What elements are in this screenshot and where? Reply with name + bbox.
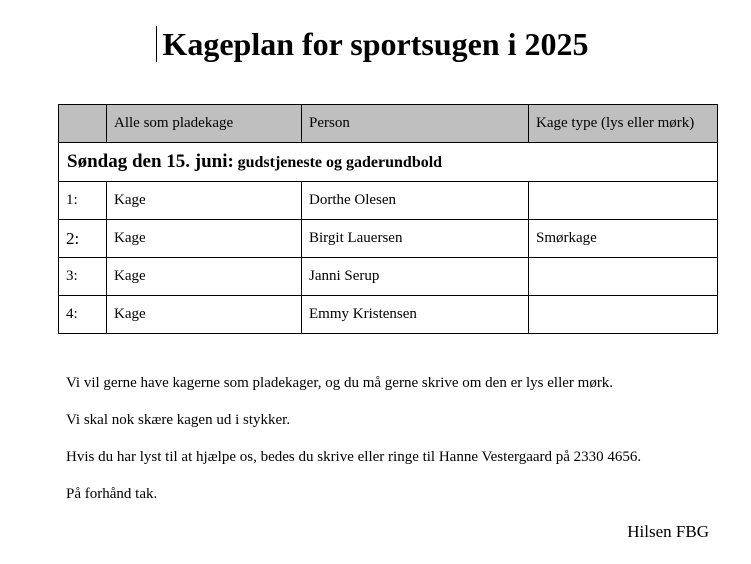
note-paragraph[interactable]: Hvis du har lyst til at hjælpe os, bedes du skrive eller ringe til Hanne Vestergaard på 2330 4656. — [66, 449, 642, 465]
notes-section — [66, 374, 641, 522]
header-cell-cake-type[interactable]: Kage type (lys eller mørk) — [529, 105, 718, 143]
row-number-cell[interactable]: 1: — [59, 182, 107, 220]
cake-type-cell[interactable]: Smørkage — [529, 220, 718, 258]
caption-date: Søndag den 15. juni: — [67, 151, 234, 172]
cake-type-cell[interactable] — [529, 258, 718, 296]
row-number-cell[interactable]: 3: — [59, 258, 107, 296]
cake-plan-table[interactable] — [58, 104, 718, 334]
person-cell[interactable]: Dorthe Olesen — [302, 182, 529, 220]
cake-type-cell[interactable] — [529, 296, 718, 334]
note-paragraph[interactable]: Vi vil gerne have kagerne som pladekager, og du må gerne skrive om den er lys eller mørk. — [66, 375, 614, 391]
person-cell[interactable]: Birgit Lauersen — [302, 220, 529, 258]
table-caption-row — [59, 143, 718, 182]
table-header-row — [59, 105, 718, 143]
person-cell[interactable]: Emmy Kristensen — [302, 296, 529, 334]
row-number-cell[interactable]: 2: — [59, 220, 107, 258]
table-row — [59, 258, 718, 296]
header-cell-cake[interactable]: Alle som pladekage — [107, 105, 302, 143]
document-title[interactable]: Kageplan for sportsugen i 2025 — [162, 26, 589, 62]
table-row — [59, 296, 718, 334]
row-number-cell[interactable]: 4: — [59, 296, 107, 334]
header-cell-person[interactable]: Person — [302, 105, 529, 143]
note-paragraph[interactable]: Vi skal nok skære kagen ud i stykker. — [66, 412, 291, 428]
table-caption-cell[interactable] — [59, 143, 718, 182]
person-cell[interactable]: Janni Serup — [302, 258, 529, 296]
cake-cell[interactable]: Kage — [107, 182, 302, 220]
cake-cell[interactable]: Kage — [107, 258, 302, 296]
note-paragraph[interactable]: På forhånd tak. — [66, 486, 158, 502]
cake-cell[interactable]: Kage — [107, 220, 302, 258]
signature[interactable]: Hilsen FBG — [627, 522, 709, 541]
header-cell-number[interactable] — [59, 105, 107, 143]
table-row — [59, 220, 718, 258]
cake-cell[interactable]: Kage — [107, 296, 302, 334]
table-row — [59, 182, 718, 220]
caption-event: gudstjeneste og gaderundbold — [237, 154, 443, 171]
cake-type-cell[interactable] — [529, 182, 718, 220]
